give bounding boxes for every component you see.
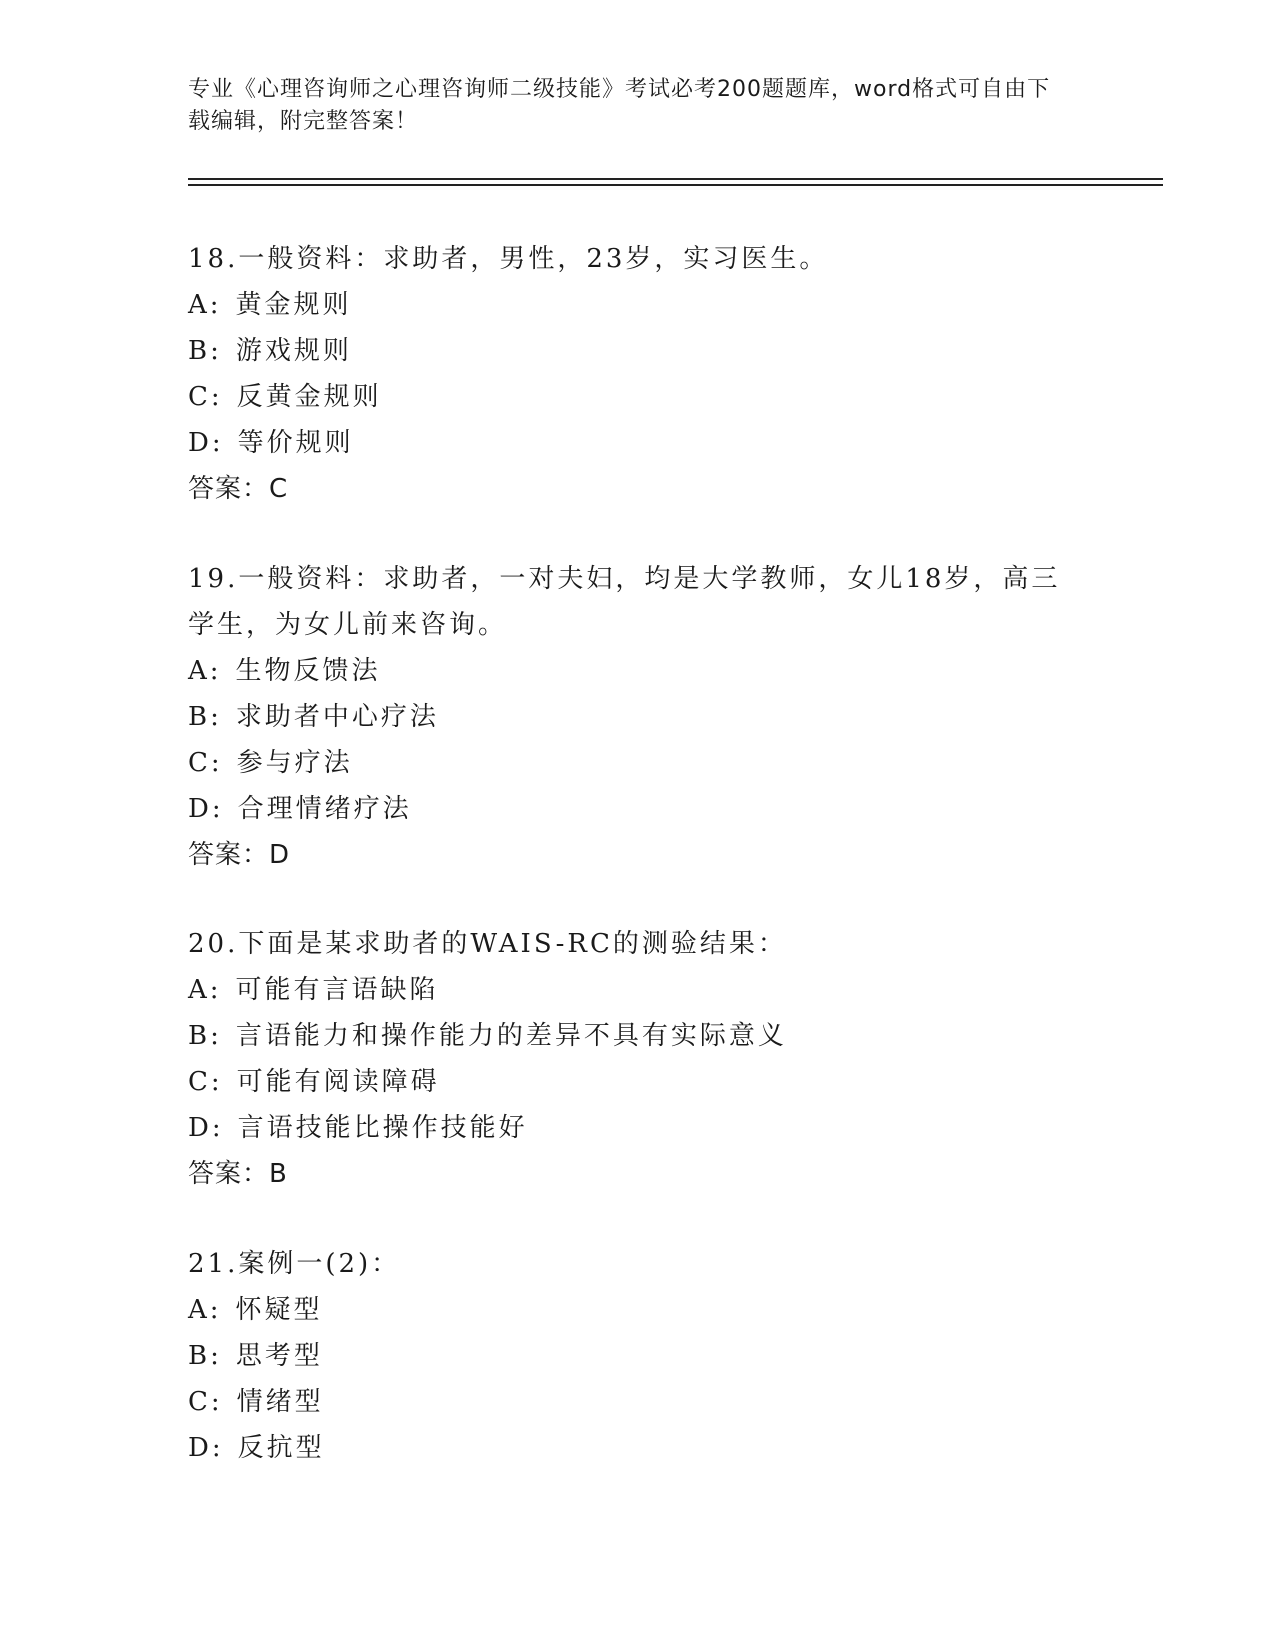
option-separator: : <box>210 382 223 412</box>
option-text: 情绪型 <box>236 1387 324 1417</box>
option-b <box>188 694 1068 740</box>
option-separator: : <box>210 748 223 778</box>
header-rule-bottom <box>188 184 1163 186</box>
option-letter: B <box>188 336 211 366</box>
question-stem: 19.一般资料：求助者，一对夫妇，均是大学教师，女儿18岁，高三学生，为女儿前来咨询。 <box>188 564 1061 640</box>
option-text: 合理情绪疗法 <box>237 794 412 824</box>
option-separator: : <box>211 1113 224 1143</box>
option-text: 游戏规则 <box>235 336 352 366</box>
document-intro: 专业《心理咨询师之心理咨询师二级技能》考试必考200题题库，word格式可自由下载编辑，附完整答案！ <box>188 77 1051 134</box>
option-a <box>188 648 1068 694</box>
answer-line: 答案：C <box>188 474 289 504</box>
option-a <box>188 967 1068 1013</box>
option-text: 反黄金规则 <box>236 382 382 412</box>
option-a <box>188 282 1068 328</box>
option-text: 生物反馈法 <box>235 656 381 686</box>
option-separator: : <box>211 428 224 458</box>
option-text: 反抗型 <box>237 1433 325 1463</box>
option-c <box>188 374 1068 420</box>
option-letter: A <box>188 656 210 686</box>
option-separator: : <box>210 336 222 366</box>
option-letter: B <box>188 1341 211 1371</box>
option-separator: : <box>210 1067 223 1097</box>
option-letter: A <box>188 975 210 1005</box>
option-c <box>188 1059 1068 1105</box>
option-letter: C <box>188 1387 211 1417</box>
option-text: 等价规则 <box>237 428 354 458</box>
option-separator: : <box>209 975 222 1005</box>
option-letter: B <box>188 1021 211 1051</box>
option-c <box>188 740 1068 786</box>
question-19 <box>188 556 1068 878</box>
question-18 <box>188 236 1068 512</box>
option-d <box>188 420 1068 466</box>
option-letter: A <box>188 290 210 320</box>
option-separator: : <box>210 1021 222 1051</box>
option-text: 言语技能比操作技能好 <box>237 1113 528 1143</box>
option-text: 怀疑型 <box>235 1295 323 1325</box>
answer-line: 答案：B <box>188 1159 288 1189</box>
option-text: 思考型 <box>235 1341 323 1371</box>
question-21 <box>188 1241 1068 1471</box>
option-c <box>188 1379 1068 1425</box>
header-rule-top <box>188 178 1163 180</box>
option-separator: : <box>211 1433 224 1463</box>
option-separator: : <box>210 1341 222 1371</box>
option-b <box>188 328 1068 374</box>
option-text: 可能有言语缺陷 <box>235 975 439 1005</box>
option-separator: : <box>211 794 224 824</box>
option-d <box>188 786 1068 832</box>
question-stem: 21.案例一(2)： <box>188 1249 401 1279</box>
option-b <box>188 1013 1068 1059</box>
option-text: 求助者中心疗法 <box>235 702 439 732</box>
answer-line: 答案：D <box>188 840 291 870</box>
option-separator: : <box>209 656 222 686</box>
option-text: 可能有阅读障碍 <box>236 1067 440 1097</box>
question-stem: 18.一般资料：求助者，男性，23岁，实习医生。 <box>188 244 829 274</box>
option-separator: : <box>209 290 222 320</box>
option-letter: A <box>188 1295 210 1325</box>
option-letter: C <box>188 1067 211 1097</box>
option-letter: D <box>188 1113 212 1143</box>
option-b <box>188 1333 1068 1379</box>
option-d <box>188 1425 1068 1471</box>
option-letter: B <box>188 702 211 732</box>
option-separator: : <box>210 702 222 732</box>
option-letter: C <box>188 748 211 778</box>
option-letter: D <box>188 1433 212 1463</box>
question-stem: 20.下面是某求助者的WAIS-RC的测验结果： <box>188 929 787 959</box>
option-letter: D <box>188 428 212 458</box>
option-letter: D <box>188 794 212 824</box>
option-separator: : <box>210 1387 223 1417</box>
option-letter: C <box>188 382 211 412</box>
option-separator: : <box>209 1295 222 1325</box>
option-d <box>188 1105 1068 1151</box>
question-20 <box>188 921 1068 1197</box>
option-text: 言语能力和操作能力的差异不具有实际意义 <box>235 1021 787 1051</box>
option-a <box>188 1287 1068 1333</box>
option-text: 黄金规则 <box>235 290 352 320</box>
option-text: 参与疗法 <box>236 748 353 778</box>
